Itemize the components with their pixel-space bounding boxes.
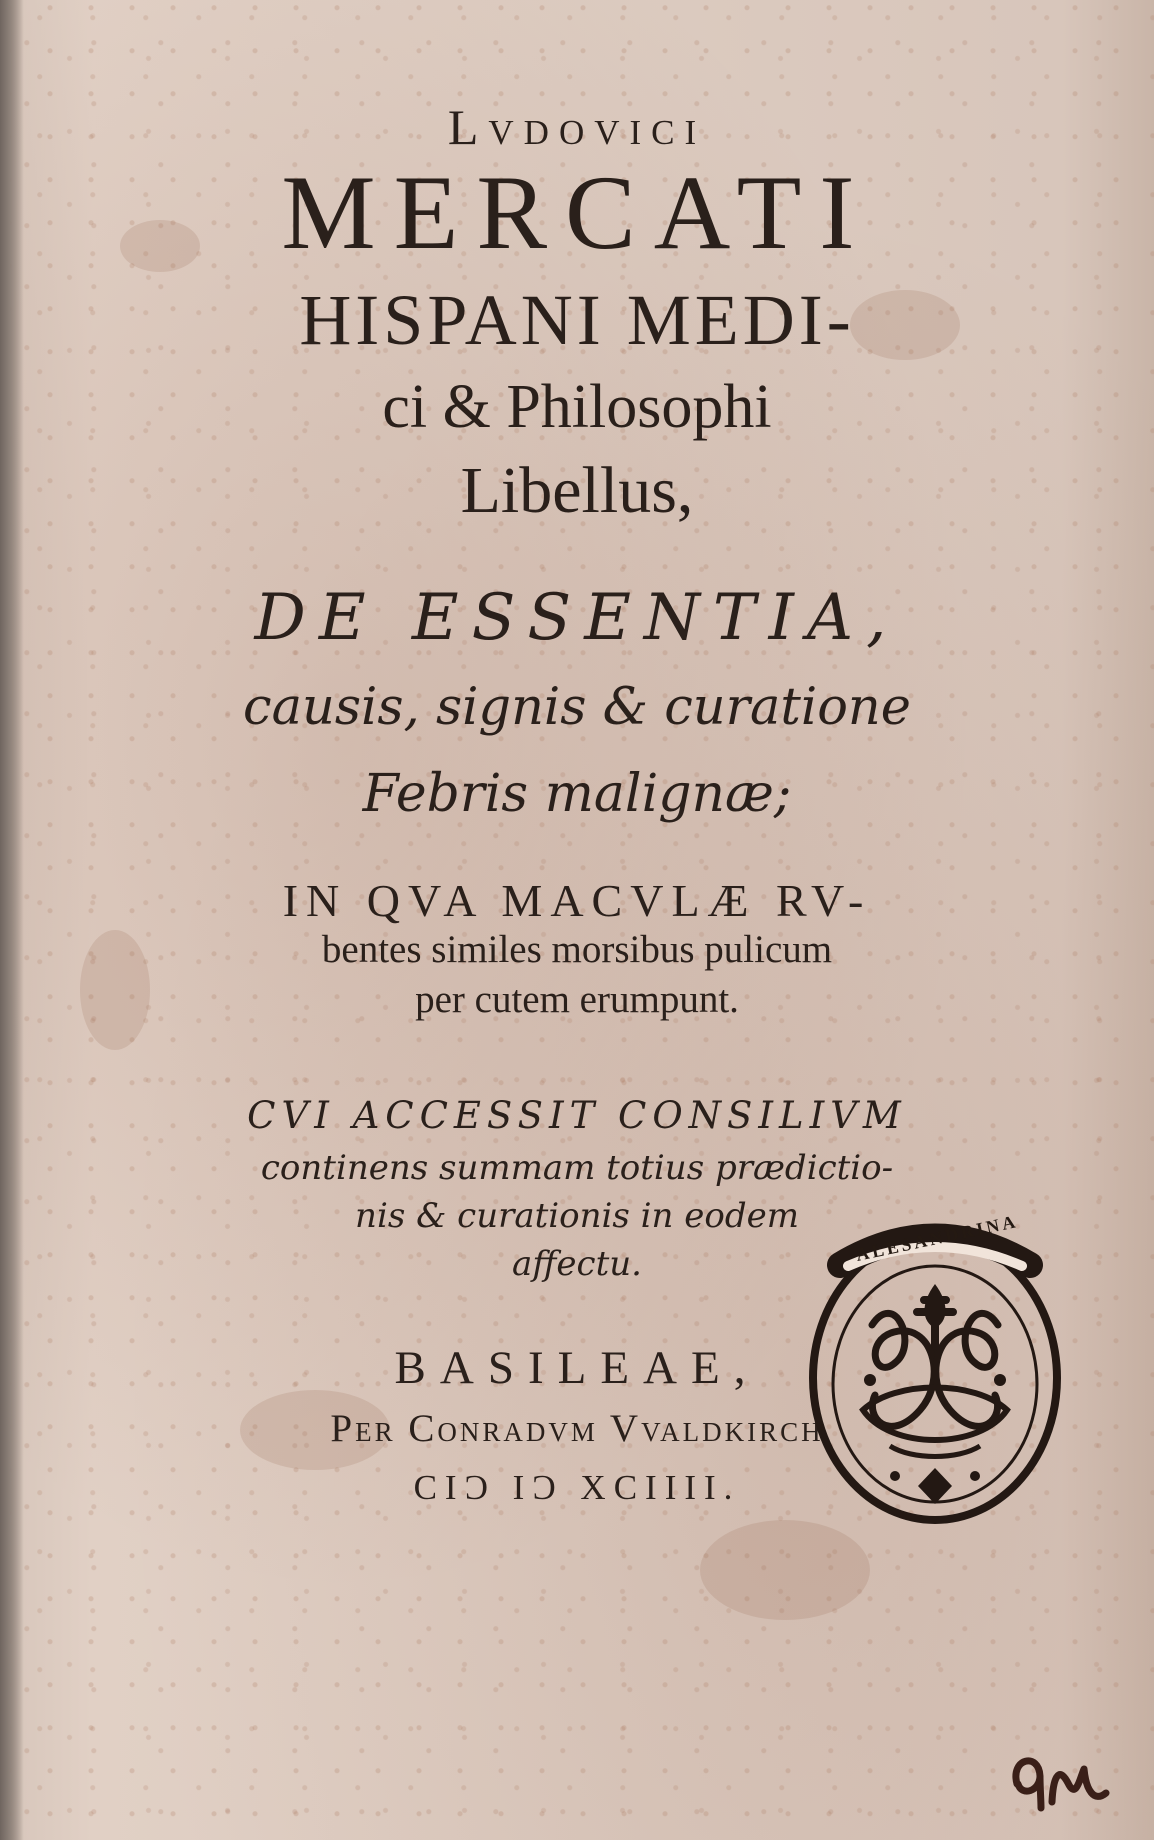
- ownership-stamp-icon: [800, 1200, 1070, 1530]
- author-description-line: HISPANI MEDI-: [299, 280, 855, 360]
- appendix-heading: CVI ACCESSIT CONSILIVM: [247, 1094, 907, 1137]
- imprint-date: CIƆ IƆ XCIIII.: [413, 1468, 741, 1507]
- appendix-line: affectu.: [512, 1244, 642, 1284]
- foxing-spot: [700, 1520, 870, 1620]
- imprint-place: BASILEAE,: [394, 1342, 760, 1394]
- author-surname: MERCATI: [281, 154, 873, 271]
- subject-heading: DE ESSENTIA,: [254, 581, 900, 655]
- author-description-line: ci & Philosophi: [382, 373, 772, 441]
- stamp-label: ALESANDRINA: [854, 1211, 1020, 1265]
- description-line: bentes similes morsibus pulicum: [321, 928, 833, 971]
- description-heading: IN QVA MACVLÆ RV-: [282, 875, 872, 926]
- imprint-printer: Per Conradvm Vvaldkirch: [330, 1407, 824, 1450]
- appendix-line: continens summam totius prædictio-: [260, 1148, 894, 1188]
- handwritten-signature-icon: [1005, 1730, 1115, 1820]
- subject-subtitle-line: causis, signis & curatione: [243, 678, 911, 737]
- appendix-line: nis & curationis in eodem: [355, 1196, 799, 1236]
- book-label: Libellus,: [460, 454, 694, 527]
- author-first-name: Lvdovici: [447, 99, 707, 155]
- subject-subtitle-line: Febris malignæ;: [362, 764, 792, 824]
- description-line: per cutem erumpunt.: [415, 978, 739, 1021]
